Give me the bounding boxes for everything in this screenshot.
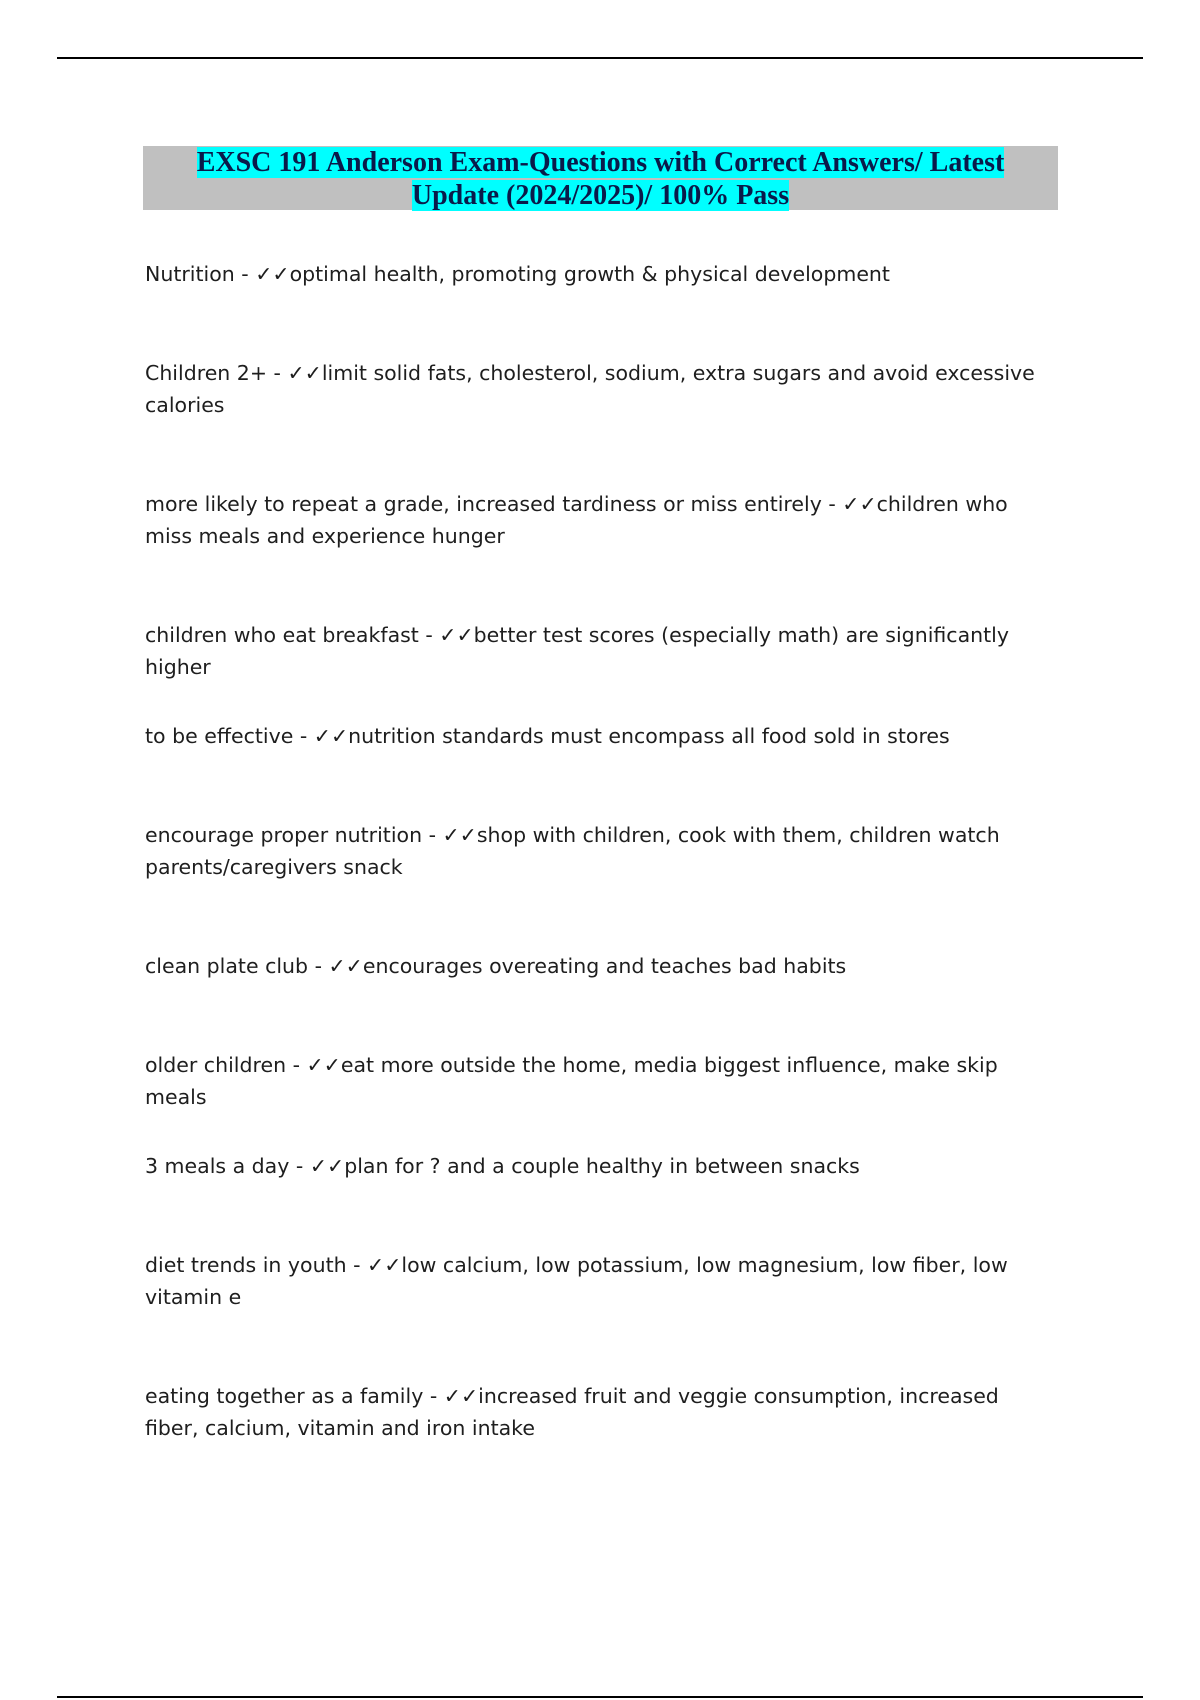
qa-separator: - <box>289 1154 310 1178</box>
qa-item <box>145 619 1045 683</box>
qa-separator: - <box>286 1053 307 1077</box>
qa-item <box>145 950 1045 982</box>
qa-separator: - <box>821 492 843 516</box>
qa-separator: - <box>423 1384 444 1408</box>
qa-separator: - <box>293 724 314 748</box>
qa-item <box>145 357 1045 421</box>
qa-separator: - <box>418 623 440 647</box>
title-line-2 <box>143 179 1058 212</box>
qa-item <box>145 488 1045 552</box>
check-mark-icon: ✓✓ <box>442 823 477 847</box>
bottom-rule <box>57 1696 1143 1698</box>
check-mark-icon: ✓✓ <box>443 1384 479 1408</box>
qa-term: more likely to repeat a grade, increased tardiness or miss entirely <box>145 492 822 516</box>
qa-item <box>145 720 1045 752</box>
qa-term: encourage proper nutrition <box>145 823 423 847</box>
check-mark-icon: ✓✓ <box>287 361 322 385</box>
qa-definition: shop with children, cook with them, children watch parents/caregivers snack <box>145 823 1000 879</box>
qa-term: to be effective <box>145 724 294 748</box>
qa-term: clean plate club <box>145 954 309 978</box>
check-mark-icon: ✓✓ <box>309 1154 345 1178</box>
qa-definition: increased fruit and veggie consumption, increased fiber, calcium, vitamin and iron intake <box>145 1384 999 1440</box>
check-mark-icon: ✓✓ <box>367 1253 402 1277</box>
title-line-1-text: EXSC 191 Anderson Exam-Questions with Correct Answers/ Latest <box>196 147 1005 178</box>
qa-term: Nutrition <box>145 262 235 286</box>
check-mark-icon: ✓✓ <box>255 262 290 286</box>
qa-item <box>145 1249 1045 1313</box>
qa-term: diet trends in youth <box>145 1253 347 1277</box>
qa-definition: better test scores (especially math) are significantly higher <box>145 623 1009 679</box>
qa-definition: eat more outside the home, media biggest influence, make skip meals <box>145 1053 998 1109</box>
check-mark-icon: ✓✓ <box>439 623 474 647</box>
document-title-banner <box>143 146 1058 210</box>
qa-separator: - <box>267 361 288 385</box>
qa-item <box>145 819 1045 883</box>
qa-term: older children <box>145 1053 287 1077</box>
qa-item <box>145 1380 1045 1444</box>
check-mark-icon: ✓✓ <box>306 1053 341 1077</box>
qa-separator: - <box>234 262 256 286</box>
qa-definition: nutrition standards must encompass all food sold in stores <box>348 724 950 748</box>
qa-definition: limit solid fats, cholesterol, sodium, extra sugars and avoid excessive calories <box>145 361 1035 417</box>
qa-item <box>145 1049 1045 1113</box>
top-rule <box>57 57 1143 59</box>
qa-definition: optimal health, promoting growth & physical development <box>289 262 890 286</box>
qa-definition: encourages overeating and teaches bad habits <box>362 954 847 978</box>
qa-separator: - <box>346 1253 368 1277</box>
qa-definition: children who miss meals and experience hunger <box>145 492 1008 548</box>
title-line-1 <box>143 146 1058 179</box>
qa-definition: low calcium, low potassium, low magnesium, low fiber, low vitamin e <box>145 1253 1008 1309</box>
check-mark-icon: ✓✓ <box>328 954 363 978</box>
qa-term: eating together as a family <box>145 1384 424 1408</box>
qa-term: Children 2+ <box>145 361 268 385</box>
qa-item <box>145 1150 1045 1182</box>
check-mark-icon: ✓✓ <box>842 492 877 516</box>
qa-definition: plan for ? and a couple healthy in between snacks <box>344 1154 860 1178</box>
qa-separator: - <box>422 823 443 847</box>
qa-separator: - <box>308 954 329 978</box>
qa-term: 3 meals a day <box>145 1154 290 1178</box>
qa-term: children who eat breakfast <box>145 623 419 647</box>
check-mark-icon: ✓✓ <box>313 724 349 748</box>
qa-item <box>145 258 1045 290</box>
title-line-2-text: Update (2024/2025)/ 100% Pass <box>411 180 790 211</box>
